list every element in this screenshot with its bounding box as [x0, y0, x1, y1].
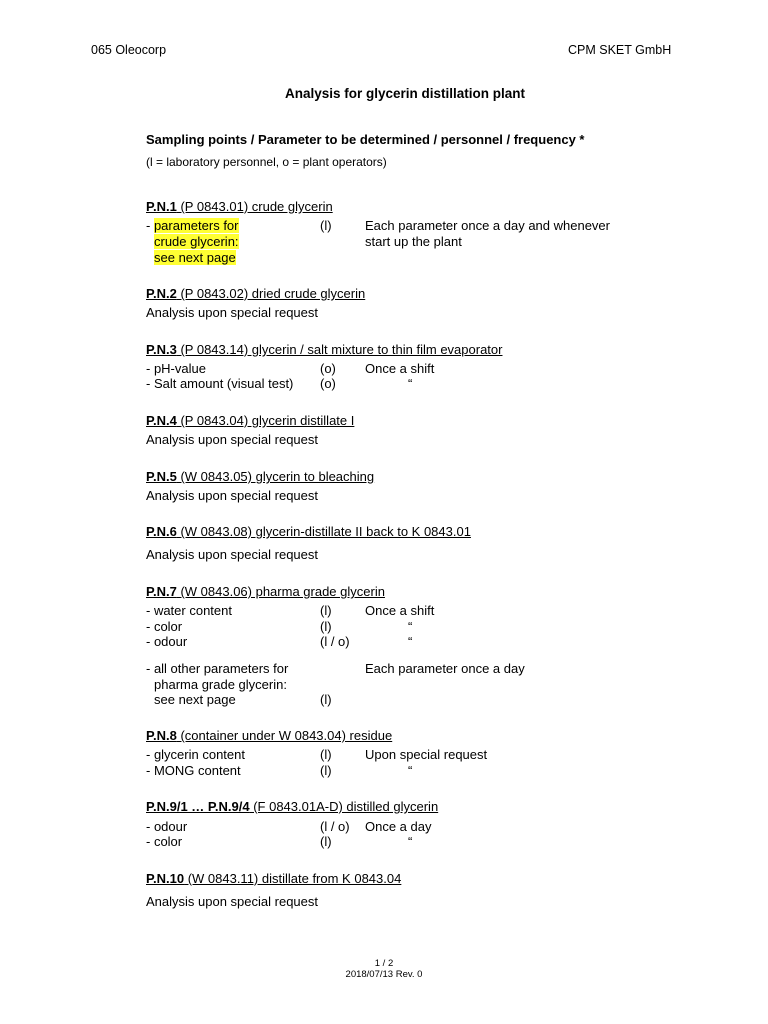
section-heading-pn2 — [146, 286, 365, 302]
personnel-pn1: (l) — [320, 218, 332, 233]
param-row: - odour — [146, 634, 188, 649]
param-row: - water content — [146, 603, 232, 618]
frequency-cell: Once a day — [365, 819, 432, 834]
section-desc: (container under W 0843.04) residue — [176, 728, 393, 743]
section-code: P.N.5 — [146, 469, 177, 484]
section-heading-pn1 — [146, 199, 333, 215]
section-desc: (F 0843.01A-D) distilled glycerin — [249, 799, 439, 814]
section-heading-pn5 — [146, 469, 374, 485]
personnel-cell: (l) — [320, 619, 332, 634]
personnel-cell: (l) — [320, 834, 332, 849]
personnel-cell: (l) — [320, 747, 332, 762]
section-desc: (P 0843.14) glycerin / salt mixture to thin film evaporator — [176, 342, 503, 357]
param-row: - MONG content — [146, 763, 241, 778]
section-code: P.N.2 — [146, 286, 177, 301]
note-pn10: Analysis upon special request — [146, 894, 318, 909]
frequency-cell: Upon special request — [365, 747, 488, 762]
param-row-other: - all other parameters for — [146, 661, 289, 676]
section-desc: (W 0843.06) pharma grade glycerin — [176, 584, 385, 599]
header-company-right: CPM SKET GmbH — [568, 43, 672, 57]
note-pn2: Analysis upon special request — [146, 305, 318, 320]
personnel-cell: (l / o) — [320, 634, 350, 649]
frequency-cell: “ — [408, 834, 413, 849]
section-desc: (P 0843.02) dried crude glycerin — [176, 286, 366, 301]
section-heading-pn4 — [146, 413, 354, 429]
personnel-cell: (l) — [320, 692, 332, 707]
section-heading-pn8 — [146, 728, 392, 744]
section-heading-pn6 — [146, 524, 471, 540]
section-code: P.N.10 — [146, 871, 185, 886]
section-heading-pn7 — [146, 584, 385, 600]
frequency-cell: Each parameter once a day — [365, 661, 525, 676]
note-pn6: Analysis upon special request — [146, 547, 318, 562]
revision-date: 2018/07/13 Rev. 0 — [345, 969, 423, 980]
frequency-cell: Once a shift — [365, 603, 435, 618]
section-heading-pn9 — [146, 799, 438, 815]
param-pn1: - parameters for — [146, 218, 239, 233]
section-desc: (W 0843.05) glycerin to bleaching — [176, 469, 375, 484]
param-pn1-line2 — [154, 234, 239, 250]
highlighted-text: see next page — [154, 250, 236, 265]
section-code: P.N.4 — [146, 413, 177, 428]
page-number: 1 / 2 — [374, 958, 394, 969]
frequency-cell: “ — [408, 634, 413, 649]
frequency-pn1-line2: start up the plant — [365, 234, 462, 249]
highlighted-text: crude glycerin: — [154, 234, 239, 249]
param-row: - glycerin content — [146, 747, 245, 762]
section-code: P.N.9/1 … P.N.9/4 — [146, 799, 250, 814]
personnel-cell: (l) — [320, 763, 332, 778]
section-code: P.N.1 — [146, 199, 177, 214]
highlighted-text: parameters for — [153, 218, 239, 233]
param-pn1-line3 — [154, 250, 236, 266]
header-company-left: 065 Oleocorp — [91, 43, 167, 57]
section-code: P.N.3 — [146, 342, 177, 357]
param-row-other-line3: see next page — [154, 692, 236, 707]
personnel-cell: (o) — [320, 376, 336, 391]
section-heading-pn3 — [146, 342, 502, 358]
personnel-cell: (o) — [320, 361, 336, 376]
param-row: - color — [146, 834, 183, 849]
section-heading-pn10 — [146, 871, 401, 887]
param-row: - color — [146, 619, 183, 634]
param-row: - pH-value — [146, 361, 206, 376]
frequency-cell: Once a shift — [365, 361, 435, 376]
intro-heading: Sampling points / Parameter to be determined / personnel / frequency * — [146, 132, 585, 147]
param-row-other-line2: pharma grade glycerin: — [154, 677, 287, 692]
section-code: P.N.8 — [146, 728, 177, 743]
frequency-cell: “ — [408, 376, 413, 391]
page-title: Analysis for glycerin distillation plant — [285, 86, 526, 101]
param-row: - odour — [146, 819, 188, 834]
frequency-pn1: Each parameter once a day and whenever — [365, 218, 610, 233]
frequency-cell: “ — [408, 763, 413, 778]
note-pn5: Analysis upon special request — [146, 488, 318, 503]
personnel-cell: (l) — [320, 603, 332, 618]
intro-legend: (l = laboratory personnel, o = plant operators) — [146, 155, 387, 169]
section-desc: (P 0843.04) glycerin distillate I — [176, 413, 355, 428]
section-desc: (W 0843.11) distillate from K 0843.04 — [184, 871, 402, 886]
section-desc: (P 0843.01) crude glycerin — [176, 199, 333, 214]
section-desc: (W 0843.08) glycerin-distillate II back to K 0843.01 — [176, 524, 471, 539]
section-code: P.N.7 — [146, 584, 177, 599]
personnel-cell: (l / o) — [320, 819, 350, 834]
param-row: - Salt amount (visual test) — [146, 376, 294, 391]
note-pn4: Analysis upon special request — [146, 432, 318, 447]
section-code: P.N.6 — [146, 524, 177, 539]
frequency-cell: “ — [408, 619, 413, 634]
